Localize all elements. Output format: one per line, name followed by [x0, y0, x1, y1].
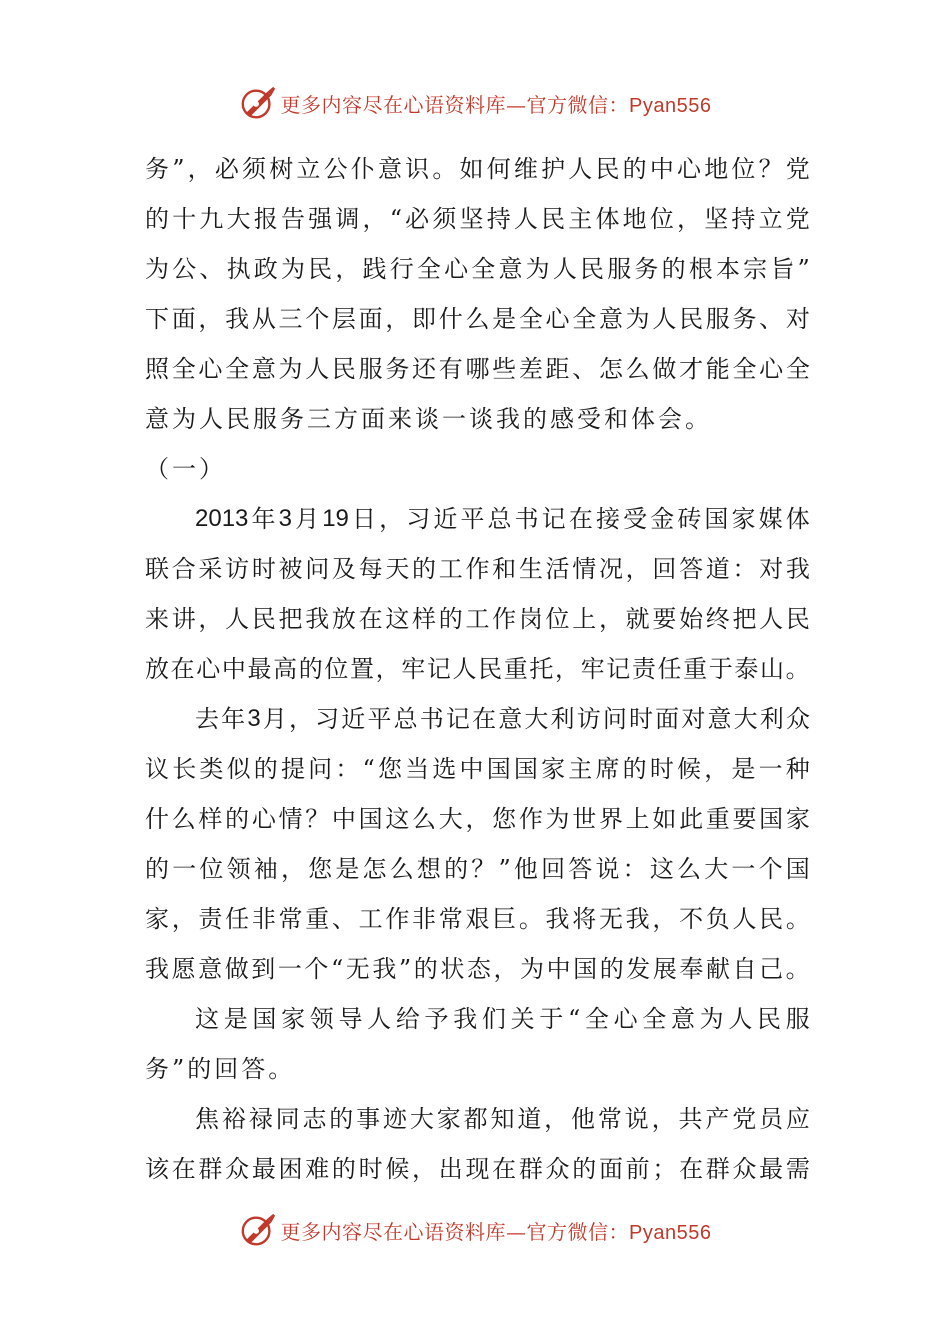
pen-logo-icon — [239, 1211, 277, 1249]
watermark-text: 更多内容尽在心语资料库—官方微信：Pyan556 — [280, 1219, 712, 1244]
watermark-footer — [0, 1205, 950, 1255]
text-line: 家 ， 责 任 非 常 重 、 工 作 非 常 艰 巨 。 我 将 无 我 ， 不 负 人 民 。 — [145, 905, 810, 933]
watermark-wechat-id: Pyan556 — [629, 94, 712, 117]
text-line: 务 ” ， 必 须 树 立 公 仆 意 识 。 如 何 维 护 人 民 的 中 心 地 位 ？ 党 — [145, 155, 810, 183]
text-line: 该 在 群 众 最 困 难 的 时 候 ， 出 现 在 群 众 的 面 前 ； 在 群 众 最 需 — [145, 1155, 810, 1183]
text-line: 议 长 类 似 的 提 问 ： “ 您 当 选 中 国 国 家 主 席 的 时 候 ， 是 一 种 — [145, 755, 810, 783]
text-line: 去 年 3 月 ， 习 近 平 总 书 记 在 意 大 利 访 问 时 面 对 意 大 利 众 — [195, 705, 810, 733]
text-line: 为 公 、 执 政 为 民 ， 践 行 全 心 全 意 为 人 民 服 务 的 根 本 宗 旨 ” — [145, 255, 810, 283]
text-line: 的 一 位 领 袖 ， 您 是 怎 么 想 的 ？ ” 他 回 答 说 ： 这 么 大 一 个 国 — [145, 855, 810, 883]
watermark-text: 更多内容尽在心语资料库—官方微信：Pyan556 — [280, 92, 712, 117]
text-line: （一） — [145, 455, 226, 483]
text-line: 焦 裕 禄 同 志 的 事 迹 大 家 都 知 道 ， 他 常 说 ， 共 产 党 员 应 — [195, 1105, 810, 1133]
text-line: 意为人民服务三方面来谈一谈我的感受和体会。 — [145, 405, 712, 433]
text-line: 照 全 心 全 意 为 人 民 服 务 还 有 哪 些 差 距 、 怎 么 做 才 能 全 心 全 — [145, 355, 810, 383]
text-line: 这 是 国 家 领 导 人 给 予 我 们 关 于 “ 全 心 全 意 为 人 民 服 — [195, 1005, 810, 1033]
text-line: 放 在 心 中 最 高 的 位 置 ， 牢 记 人 民 重 托 ， 牢 记 责 任 重 于 泰 山 。 — [145, 655, 810, 683]
text-line: 务”的回答。 — [145, 1055, 296, 1083]
text-line: 什 么 样 的 心 情 ？ 中 国 这 么 大 ， 您 作 为 世 界 上 如 此 重 要 国 家 — [145, 805, 810, 833]
text-line: 下 面 ， 我 从 三 个 层 面 ， 即 什 么 是 全 心 全 意 为 人 民 服 务 、 对 — [145, 305, 810, 333]
watermark-header — [0, 78, 950, 128]
text-line: 来 讲 ， 人 民 把 我 放 在 这 样 的 工 作 岗 位 上 ， 就 要 始 终 把 人 民 — [145, 605, 810, 633]
pen-logo-icon — [239, 84, 277, 122]
text-line: 2013 年 3 月 19 日 ， 习 近 平 总 书 记 在 接 受 金 砖 国 家 媒 体 — [195, 505, 810, 533]
document-body — [145, 144, 810, 1194]
text-line: 我 愿 意 做 到 一 个 “ 无 我 ” 的 状 态 ， 为 中 国 的 发 展 奉 献 自 己 。 — [145, 955, 810, 983]
text-line: 的 十 九 大 报 告 强 调 ， “ 必 须 坚 持 人 民 主 体 地 位 ， 坚 持 立 党 — [145, 205, 810, 233]
text-line: 联 合 采 访 时 被 问 及 每 天 的 工 作 和 生 活 情 况 ， 回 答 道 ： 对 我 — [145, 555, 810, 583]
watermark-wechat-id: Pyan556 — [629, 1221, 712, 1244]
